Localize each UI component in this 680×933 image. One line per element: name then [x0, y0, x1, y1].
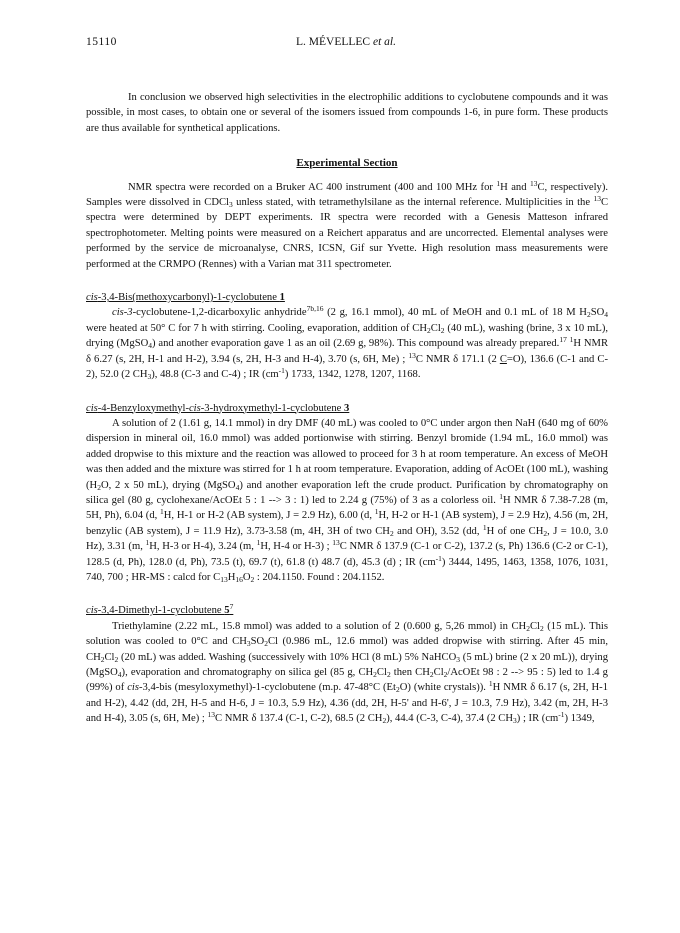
running-head	[86, 36, 606, 48]
page-header	[86, 36, 606, 52]
page-number: 15110	[86, 36, 117, 48]
running-head-suffix: et al.	[370, 36, 396, 48]
compound-1-heading: cis-3,4-Bis(methoxycarbonyl)-1-cyclobutene 1	[86, 292, 285, 304]
compound-3-procedure: A solution of 2 (1.61 g, 14.1 mmol) in dry DMF (40 mL) was cooled to 0°C under argon then NaH (640 mg of 60% dispersion in mineral oil, 16.0 mmol) was added portionwise with stirring. Benzyl bromide (1.94 mL, 16.0 mmol) was added dropwise to this mixture and the reaction was allowed to proceed for 3 h at room temperature. An excess of MeOH was then added and the mixture was stirred for 1 h at room temperature. Evaporation, adding of AcOEt (100 mL), washing ($H_2O$, 2 x 50 mL), drying (MgSO$_4$) and another evaporation left the crude product. Purification by chromatography on silica gel (80 g, cyclohexane/AcOEt 5 : 1 --> 3 : 1) led to 2.24 g (75%) of 3 as a colorless oil. $^1$H NMR δ 7.38-7.28 (m, 5H, Ph), 6.04 (d, $^1$H, H-1 or H-2 (AB system), J = 2.9 Hz), 6.00 (d, $^1$H, H-2 or H-1 (AB system), J = 2.9 Hz), 4.56 (m, 2H, benzylic (AB system), J = 11.9 Hz), 3.73-3.58 (m, 4H, 3H of two $CH_2$ and OH), 3.52 (dd, $^1$H of one $CH_2$, J = 10.0, 3.0 Hz), 3.31 (m, $^1$H, H-3 or H-4), 3.24 (m, $^1$H, H-4 or H-3) ; $^{13}$C NMR δ 137.9 (C-1 or C-2), 137.2 (s, Ph) 136.6 (C-2 or C-1), 128.5 (d, Ph), 128.0 (d, Ph), 73.5 (t), 69.7 (t), 61.8 (t) 48.7 (d), 45.3 (d) ; IR $(cm^{-1})$ 3444, 1495, 1463, 1358, 1076, 1031, 740, 700 ; HR-MS : calcd for $C_{13}H_{16}O_2$ : 204.1150. Found : 204.1152.	[86, 417, 608, 584]
compound-3-heading: cis-4-Benzyloxymethyl-cis-3-hydroxymethyl-1-cyclobutene 3	[86, 402, 350, 414]
page-body	[86, 90, 608, 727]
compound-5-procedure: Triethylamine (2.22 mL, 15.8 mmol) was added to a solution of 2 (0.600 g, 5,26 mmol) in $CH_2Cl_2$ (15 mL). This solution was cooled to 0°C and $CH_3SO_2Cl$ (0.986 mL, 12.6 mmol) was added dropwise with stirring. After 45 min, $CH_2Cl_2$ (20 mL) was added. Washing (successively with 10% HCl (8 mL) 5% NaHCO$_3$ (5 mL) brine (2 x 20 mL)), drying (MgSO$_4$), evaporation and chromatography on silica gel (85 g, $CH_2Cl_2$ then $CH_2Cl_2$/AcOEt 98 : 2 --> 95 : 5) led to 1.4 g (99%) of cis-3,4-bis (mesyloxymethyl)-1-cyclobutene (m.p. 47-48°C $(Et_2O)$ (white crystals)). $^1$H NMR δ 6.17 (s, 2H, H-1 and H-2), 4.42 (dd, 2H, H-5 and H-6, J = 10.3, 5.9 Hz), 4.36 (dd, 2H, H-5' and H-6', J = 10.3, 7.9 Hz), 3.42 (m, 2H, H-3 and H-4), 3.05 (s, 6H, Me) ; $^{13}$C NMR δ 137.4 (C-1, C-2), 68.5 (2 $CH_2$), 44.4 (C-3, C-4), 37.4 (2 $CH_3$) ; IR $(cm^{-1})$ 1349,	[86, 620, 608, 726]
compound-5-heading: cis-3,4-Dimethyl-1-cyclobutene $5^7$	[86, 602, 234, 617]
running-head-author: L. MÉVELLEC	[296, 36, 371, 48]
conclusion-paragraph: In conclusion we observed high selectivities in the electrophilic additions to cyclobutene compounds and it was possible, in most cases, to obtain one or several of the isomers issued from compounds 1-6, in pure form. These products are thus available for synthetical applications.	[86, 92, 608, 134]
section-heading: Experimental Section	[296, 157, 398, 170]
compound-1-procedure: cis-3-cyclobutene-1,2-dicarboxylic anhydride$^{7b,16}$ (2 g, 16.1 mmol), 40 mL of MeOH and 0.1 mL of 18 M $H_2SO_4$ were heated at 50° C for 7 h with stirring. Cooling, evaporation, addition of $CH_2Cl_2$ (40 mL), washing (brine, 3 x 10 mL), drying (MgSO$_4$) and another evaporation gave 1 as an oil (2.69 g, 98%). This compound was already prepared.$^{17}$ $^1$H NMR δ 6.27 (s, 2H, H-1 and H-2), 3.94 (s, 2H, H-3 and H-4), 3.70 (s, 6H, Me) ; $^{13}$C NMR δ 171.1 (2 C=O), 136.6 (C-1 and C-2), 52.0 (2 $CH_3$), 48.8 (C-3 and C-4) ; IR $(cm^{-1})$ 1733, 1342, 1278, 1207, 1168.	[86, 304, 609, 382]
general-methods-paragraph: NMR spectra were recorded on a Bruker AC 400 instrument (400 and 100 MHz for $^1$H and $^{13}$C, respectively). Samples were dissolved in CDCl$_3$ unless stated, with tetramethylsilane as the internal reference. Multiplicities in the $^{13}$C spectra were determined by DEPT experiments. IR spectra were recorded with a Genesis Matteson infrared spectrophotometer. Melting points were measured on a Reichert apparatus and are uncorrected. Elemental analyses were performed by the service de microanalyse, CNRS, ICSN, Gif sur Yvette. High resolution mass measurements were performed at the CRMPO (Rennes) with a Varian mat 311 spectrometer.	[86, 178, 609, 270]
